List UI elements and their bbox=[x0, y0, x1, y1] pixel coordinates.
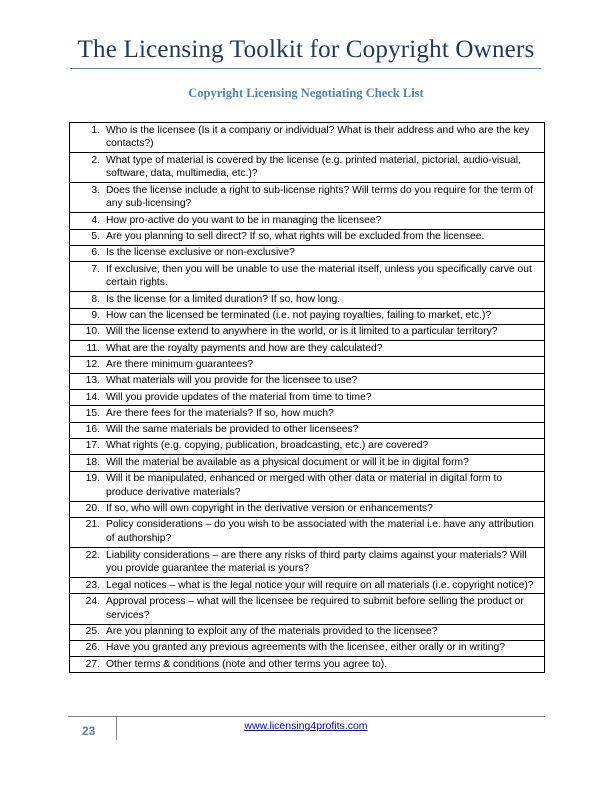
checklist-item bbox=[74, 595, 540, 623]
item-text: Who is the licensee (Is it a company or individual? What is their address and who are the key contacts?) bbox=[106, 124, 530, 150]
checklist-cell bbox=[70, 594, 545, 624]
item-text: Is the license exclusive or non-exclusive? bbox=[106, 247, 295, 259]
checklist-row bbox=[70, 406, 545, 422]
checklist-table bbox=[69, 122, 545, 673]
item-number: 20. bbox=[85, 503, 100, 515]
item-text: Legal notices – what is the legal notice your will require on all materials (i.e. copyright notice)? bbox=[106, 579, 534, 591]
checklist-item bbox=[74, 549, 540, 577]
checklist-cell bbox=[70, 324, 545, 340]
item-text: Will the license extend to anywhere in the world, or is it limited to a particular territory? bbox=[106, 326, 498, 338]
item-text: Will it be manipulated, enhanced or merged with other data or material in digital form to produce derivative materials? bbox=[106, 473, 503, 498]
checklist-cell bbox=[70, 229, 545, 245]
checklist-item bbox=[74, 124, 540, 152]
checklist-item bbox=[74, 641, 540, 655]
item-number: 11. bbox=[86, 342, 100, 354]
checklist-row bbox=[70, 422, 545, 438]
item-number: 15. bbox=[85, 407, 100, 419]
checklist-row bbox=[70, 153, 545, 183]
checklist-item bbox=[74, 391, 540, 405]
item-number: 21. bbox=[85, 519, 100, 531]
checklist-cell bbox=[70, 422, 545, 438]
checklist-cell bbox=[70, 123, 545, 153]
checklist-cell bbox=[70, 308, 545, 324]
checklist-row bbox=[70, 292, 545, 308]
checklist-row bbox=[70, 183, 545, 213]
checklist-item bbox=[74, 342, 540, 356]
checklist-row bbox=[70, 594, 545, 624]
checklist-item bbox=[74, 658, 540, 672]
footer-link[interactable]: www.licensing4profits.com bbox=[244, 720, 368, 732]
checklist-cell bbox=[70, 624, 545, 640]
checklist-cell bbox=[70, 455, 545, 471]
item-number: 9. bbox=[91, 310, 100, 322]
item-text: Are there fees for the materials? If so, how much? bbox=[106, 407, 334, 419]
item-number: 26. bbox=[85, 642, 100, 654]
item-number: 17. bbox=[85, 440, 100, 452]
item-text: Are there minimum guarantees? bbox=[106, 358, 254, 370]
checklist-cell bbox=[70, 578, 545, 594]
checklist-item bbox=[74, 263, 540, 291]
checklist-cell bbox=[70, 213, 545, 229]
checklist-cell bbox=[70, 183, 545, 213]
item-text: Will the same materials be provided to other licensees? bbox=[106, 424, 359, 436]
checklist-cell bbox=[70, 390, 545, 406]
checklist-row bbox=[70, 324, 545, 340]
checklist-item bbox=[74, 325, 540, 339]
checklist-cell bbox=[70, 438, 545, 454]
item-text: Approval process – what will the licensee be required to submit before selling the product or services? bbox=[106, 595, 524, 621]
title-underline bbox=[70, 68, 541, 69]
item-text: Is the license for a limited duration? If so, how long. bbox=[106, 293, 341, 305]
checklist-item bbox=[74, 154, 540, 182]
checklist-item bbox=[74, 439, 540, 453]
checklist-row bbox=[70, 308, 545, 324]
item-number: 14. bbox=[85, 391, 100, 403]
checklist-item bbox=[74, 423, 540, 437]
footer-rule bbox=[68, 716, 545, 717]
checklist-item bbox=[74, 214, 540, 228]
item-number: 23. bbox=[85, 579, 100, 591]
checklist-item bbox=[74, 472, 540, 500]
checklist-row bbox=[70, 390, 545, 406]
item-text: What rights (e.g. copying, publication, broadcasting, etc.) are covered? bbox=[106, 440, 429, 452]
item-text: What materials will you provide for the licensee to use? bbox=[106, 375, 358, 387]
checklist-subtitle: Copyright Licensing Negotiating Check List bbox=[188, 86, 424, 100]
item-text: Policy considerations – do you wish to be associated with the material i.e. have any attribution of authorship? bbox=[106, 519, 534, 545]
item-number: 7. bbox=[91, 263, 100, 275]
item-number: 16. bbox=[85, 424, 100, 436]
item-number: 22. bbox=[85, 549, 100, 561]
item-number: 24. bbox=[85, 595, 100, 607]
item-number: 4. bbox=[91, 214, 100, 226]
checklist-cell bbox=[70, 262, 545, 292]
checklist-row bbox=[70, 624, 545, 640]
document-title: The Licensing Toolkit for Copyright Owners bbox=[77, 36, 535, 63]
checklist-item bbox=[74, 625, 540, 639]
item-text: Are you planning to exploit any of the materials provided to the licensee? bbox=[106, 626, 438, 637]
checklist-cell bbox=[70, 657, 545, 673]
checklist-cell bbox=[70, 341, 545, 357]
checklist-cell bbox=[70, 471, 545, 501]
checklist-cell bbox=[70, 501, 545, 517]
checklist-cell bbox=[70, 357, 545, 373]
checklist-cell bbox=[70, 245, 545, 261]
checklist-item bbox=[74, 374, 540, 388]
item-number: 27. bbox=[85, 658, 100, 670]
item-number: 18. bbox=[85, 456, 100, 468]
checklist-row bbox=[70, 262, 545, 292]
item-text: If so, who will own copyright in the derivative version or enhancements? bbox=[106, 503, 433, 515]
checklist-item bbox=[74, 456, 540, 470]
checklist-item bbox=[74, 293, 540, 307]
item-number: 1. bbox=[91, 124, 100, 136]
checklist-row bbox=[70, 438, 545, 454]
item-text: What type of material is covered by the license (e.g. printed material, pictorial, audio-visual, software, data, multimedia, etc.)? bbox=[106, 154, 521, 180]
item-number: 12. bbox=[85, 358, 100, 370]
checklist-row bbox=[70, 640, 545, 656]
item-text: Have you granted any previous agreements with the licensee, either orally or in writing? bbox=[106, 642, 505, 654]
checklist-row bbox=[70, 471, 545, 501]
checklist-cell bbox=[70, 153, 545, 183]
checklist-cell bbox=[70, 517, 545, 547]
checklist-row bbox=[70, 229, 545, 245]
item-number: 8. bbox=[91, 293, 100, 305]
item-text: If exclusive, then you will be unable to use the material itself, unless you specifically carve out certain rights. bbox=[106, 263, 532, 289]
item-text: Will the material be available as a physical document or will it be in digital form? bbox=[106, 456, 469, 468]
checklist-item bbox=[74, 184, 540, 212]
checklist-row bbox=[70, 501, 545, 517]
checklist-row bbox=[70, 123, 545, 153]
checklist-item bbox=[74, 518, 540, 546]
checklist-row bbox=[70, 455, 545, 471]
checklist-cell bbox=[70, 373, 545, 389]
item-number: 25. bbox=[85, 626, 100, 637]
checklist-cell bbox=[70, 292, 545, 308]
item-text: What are the royalty payments and how are they calculated? bbox=[106, 342, 383, 354]
checklist-item bbox=[74, 502, 540, 516]
item-number: 5. bbox=[91, 231, 100, 243]
item-number: 2. bbox=[91, 154, 100, 166]
checklist-row bbox=[70, 245, 545, 261]
checklist-item bbox=[74, 309, 540, 323]
item-text: Are you planning to sell direct? If so, what rights will be excluded from the licensee. bbox=[106, 231, 485, 243]
checklist-row bbox=[70, 213, 545, 229]
checklist-item bbox=[74, 579, 540, 593]
checklist-row bbox=[70, 517, 545, 547]
item-text: Other terms & conditions (note and other terms you agree to). bbox=[106, 658, 388, 670]
item-number: 3. bbox=[91, 184, 100, 196]
item-number: 13. bbox=[85, 375, 100, 387]
checklist-item bbox=[74, 230, 540, 244]
checklist-cell bbox=[70, 406, 545, 422]
item-text: How pro-active do you want to be in managing the licensee? bbox=[106, 214, 382, 226]
item-number: 6. bbox=[91, 247, 100, 259]
checklist-row bbox=[70, 357, 545, 373]
page-number: 23 bbox=[82, 724, 96, 738]
item-text: Liability considerations – are there any risks of third party claims against your materials? Will you provide guarantee the material is yours? bbox=[106, 549, 527, 575]
item-text: Will you provide updates of the material from time to time? bbox=[106, 391, 372, 403]
item-text: Does the license include a right to sub-license rights? Will terms do you require for the term of any sub-licensing? bbox=[106, 184, 533, 210]
checklist-row bbox=[70, 578, 545, 594]
item-number: 10. bbox=[85, 326, 100, 338]
checklist-row bbox=[70, 657, 545, 673]
checklist-row bbox=[70, 548, 545, 578]
checklist-item bbox=[74, 407, 540, 421]
checklist-cell bbox=[70, 640, 545, 656]
item-text: How can the licensed be terminated (i.e. not paying royalties, failing to market, etc.)? bbox=[106, 310, 492, 322]
checklist-row bbox=[70, 341, 545, 357]
checklist-cell bbox=[70, 548, 545, 578]
item-number: 19. bbox=[85, 473, 100, 485]
checklist-item bbox=[74, 246, 540, 260]
checklist-row bbox=[70, 373, 545, 389]
checklist-item bbox=[74, 358, 540, 372]
